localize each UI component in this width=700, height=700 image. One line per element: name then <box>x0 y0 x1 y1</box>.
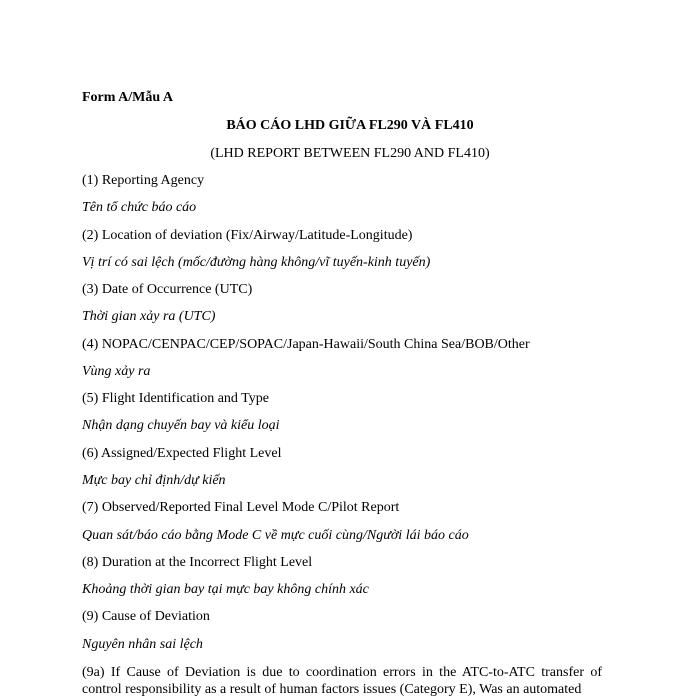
item-9a-paragraph: (9a) If Cause of Deviation is due to coordination errors in the ATC-to-ATC transfer of control responsibility as a result of human factors issues (Category E), Was an automated <box>82 665 602 697</box>
item-6-english: (6) Assigned/Expected Flight Level <box>82 446 282 461</box>
item-5-vietnamese: Nhận dạng chuyến bay và kiểu loại <box>82 418 280 433</box>
item-3-vietnamese: Thời gian xảy ra (UTC) <box>82 309 216 324</box>
item-7-english: (7) Observed/Reported Final Level Mode C/Pilot Report <box>82 500 400 515</box>
report-title-english: (LHD REPORT BETWEEN FL290 AND FL410) <box>210 146 490 161</box>
item-9-english: (9) Cause of Deviation <box>82 609 210 624</box>
item-2-vietnamese: Vị trí có sai lệch (mốc/đường hàng không/vĩ tuyến-kinh tuyến) <box>82 255 431 270</box>
item-8-english: (8) Duration at the Incorrect Flight Level <box>82 555 313 570</box>
item-6-vietnamese: Mực bay chỉ định/dự kiến <box>82 473 226 488</box>
item-9-vietnamese: Nguyên nhân sai lệch <box>82 637 203 652</box>
report-title-vietnamese: BÁO CÁO LHD GIỮA FL290 VÀ FL410 <box>226 118 474 133</box>
item-3-english: (3) Date of Occurrence (UTC) <box>82 282 253 297</box>
item-8-vietnamese: Khoảng thời gian bay tại mực bay không chính xác <box>82 582 369 597</box>
item-1-vietnamese: Tên tổ chức báo cáo <box>82 200 197 215</box>
item-5-english: (5) Flight Identification and Type <box>82 391 269 406</box>
form-label: Form A/Mẫu A <box>82 90 173 105</box>
item-7-vietnamese: Quan sát/báo cáo bằng Mode C về mực cuối cùng/Người lái báo cáo <box>82 528 469 543</box>
item-4-vietnamese: Vùng xảy ra <box>82 364 151 379</box>
item-4-english: (4) NOPAC/CENPAC/CEP/SOPAC/Japan-Hawaii/South China Sea/BOB/Other <box>82 337 530 352</box>
item-1-english: (1) Reporting Agency <box>82 173 205 188</box>
item-2-english: (2) Location of deviation (Fix/Airway/Latitude-Longitude) <box>82 228 413 243</box>
